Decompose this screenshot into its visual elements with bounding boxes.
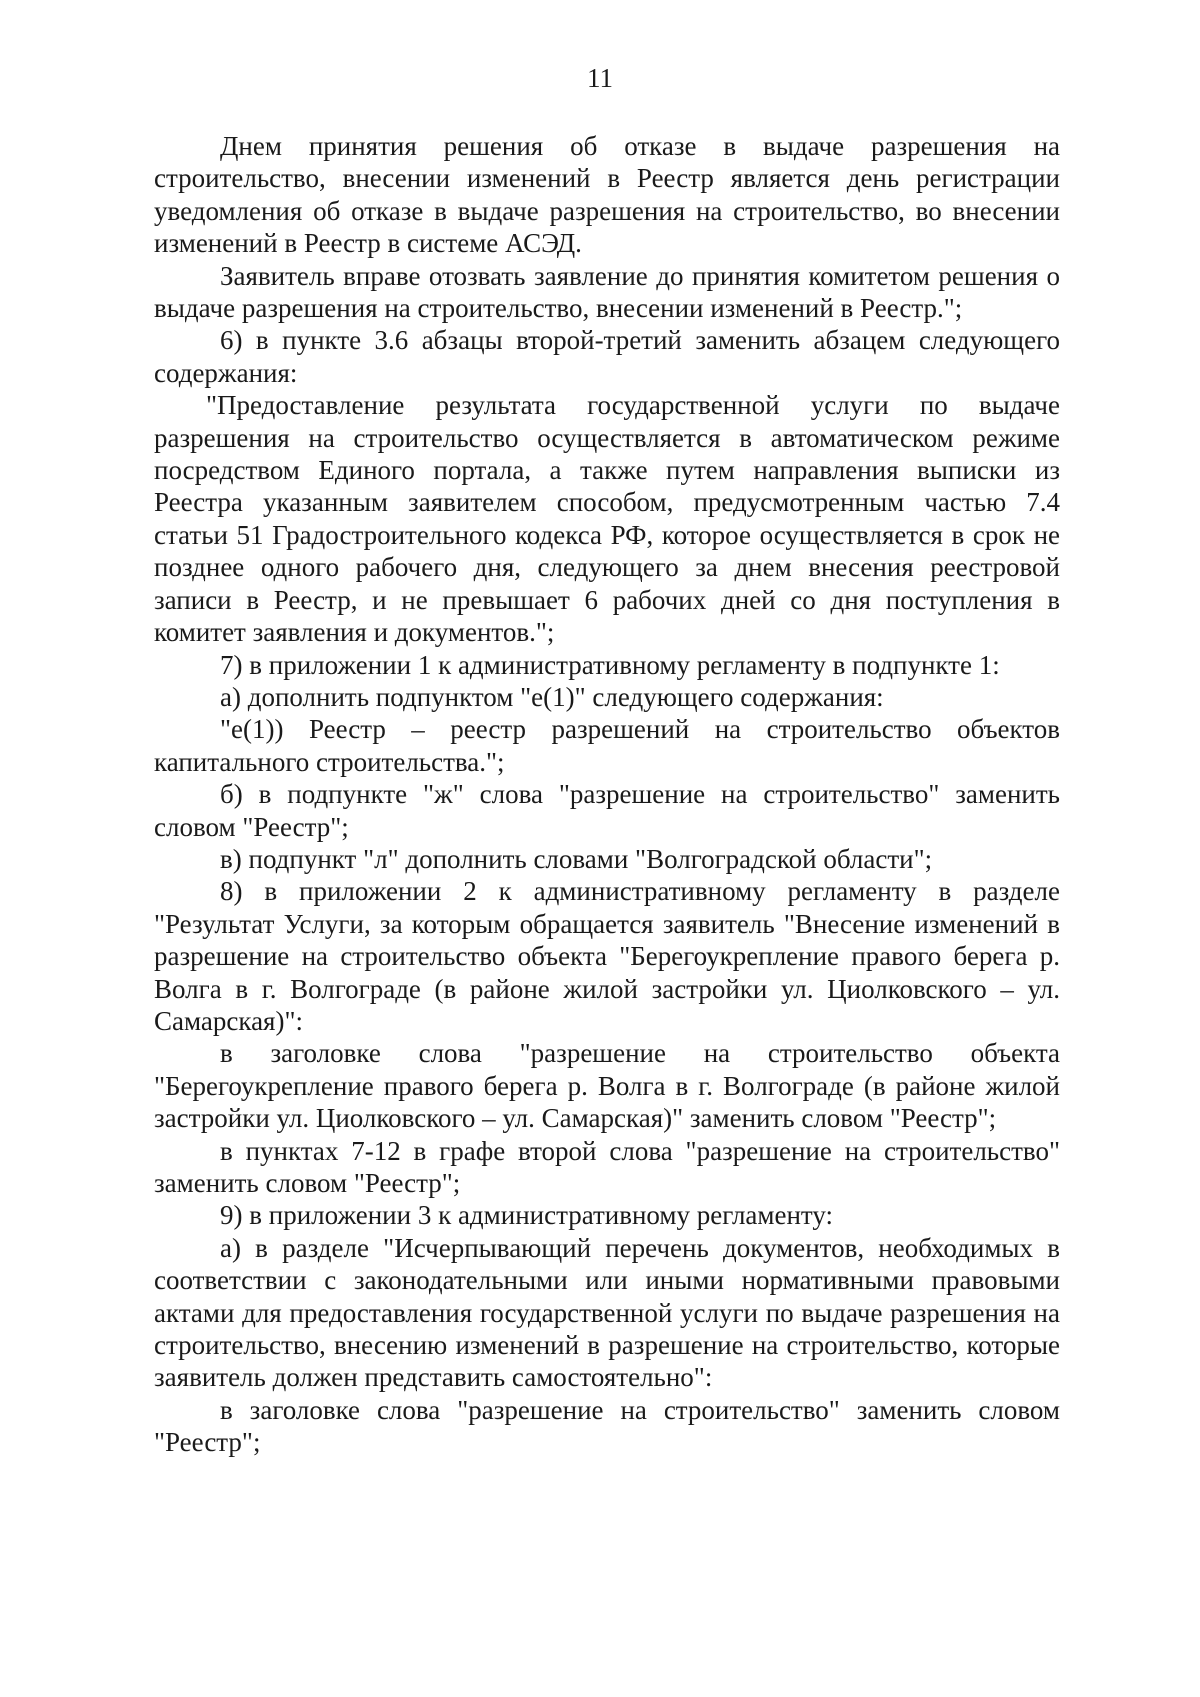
paragraph-item-9a-title: в заголовке слова "разрешение на строительство" заменить словом "Реестр"; xyxy=(154,1394,1060,1458)
paragraph-item-7: 7) в приложении 1 к административному регламенту в подпункте 1: xyxy=(220,649,1000,680)
paragraph-item-7b: б) в подпункте "ж" слова "разрешение на строительство" заменить словом "Реестр"; xyxy=(154,779,1060,842)
paragraph-item-8-title: в заголовке слова "разрешение на строительство объекта "Берегоукрепление правого берега р. Волга в г. Волгограде (в районе жилой застройки ул. Циолковского – ул. Самарская)" заменить словом "Реестр"; xyxy=(154,1038,1060,1134)
paragraph-item-9: 9) в приложении 3 к административному регламенту: xyxy=(220,1200,834,1231)
paragraph-item-8: 8) в приложении 2 к административному регламенту в разделе "Результат Услуги, за которым обращается заявитель "Внесение изменений в разрешение на строительство объекта "Берегоукрепление правого берега р. Волга в г. Волгограде (в районе жилой застройки ул. Циолковского – ул. Самарская)": xyxy=(154,876,1060,1036)
paragraph-item-7a-quote: "е(1)) Реестр – реестр разрешений на строительство объектов капитального строительства."; xyxy=(154,714,1060,777)
paragraph-item-6: 6) в пункте 3.6 абзацы второй-третий заменить абзацем следующего содержания: xyxy=(154,325,1060,388)
paragraph-item-7v: в) подпункт "л" дополнить словами "Волгоградской области"; xyxy=(220,843,933,874)
document-body xyxy=(154,130,1060,1459)
paragraph-item-9a: а) в разделе "Исчерпывающий перечень документов, необходимых в соответствии с законодательными или иными нормативными правовыми актами для предоставления государственной услуги по выдаче разрешения на строительство, внесению изменений в разрешение на строительство, которые заявитель должен представить самостоятельно": xyxy=(154,1232,1060,1393)
page-number: 11 xyxy=(587,63,613,93)
paragraph-item-8-points: в пунктах 7-12 в графе второй слова "разрешение на строительство" заменить словом "Реестр"; xyxy=(154,1135,1060,1198)
paragraph-refusal-date: Днем принятия решения об отказе в выдаче разрешения на строительство, внесении изменений в Реестр является день регистрации уведомления об отказе в выдаче разрешения на строительство, во внесении изменений в Реестр в системе АСЭД. xyxy=(154,131,1060,259)
paragraph-withdraw-application: Заявитель вправе отозвать заявление до принятия комитетом решения о выдаче разрешения на строительство, внесении изменений в Реестр."; xyxy=(154,260,1060,324)
paragraph-item-6-quote: "Предоставление результата государственной услуги по выдаче разрешения на строительство осуществляется в автоматическом режиме посредством Единого портала, а также путем направления выписки из Реестра указанным заявителем способом, предусмотренным частью 7.4 статьи 51 Градостроительного кодекса РФ, которое осуществляется в срок не позднее одного рабочего дня, следующего за днем внесения реестровой записи в Реестр, и не превышает 6 рабочих дней со дня поступления в комитет заявления и документов."; xyxy=(154,390,1060,648)
paragraph-item-7a: а) дополнить подпунктом "е(1)" следующего содержания: xyxy=(220,681,884,712)
